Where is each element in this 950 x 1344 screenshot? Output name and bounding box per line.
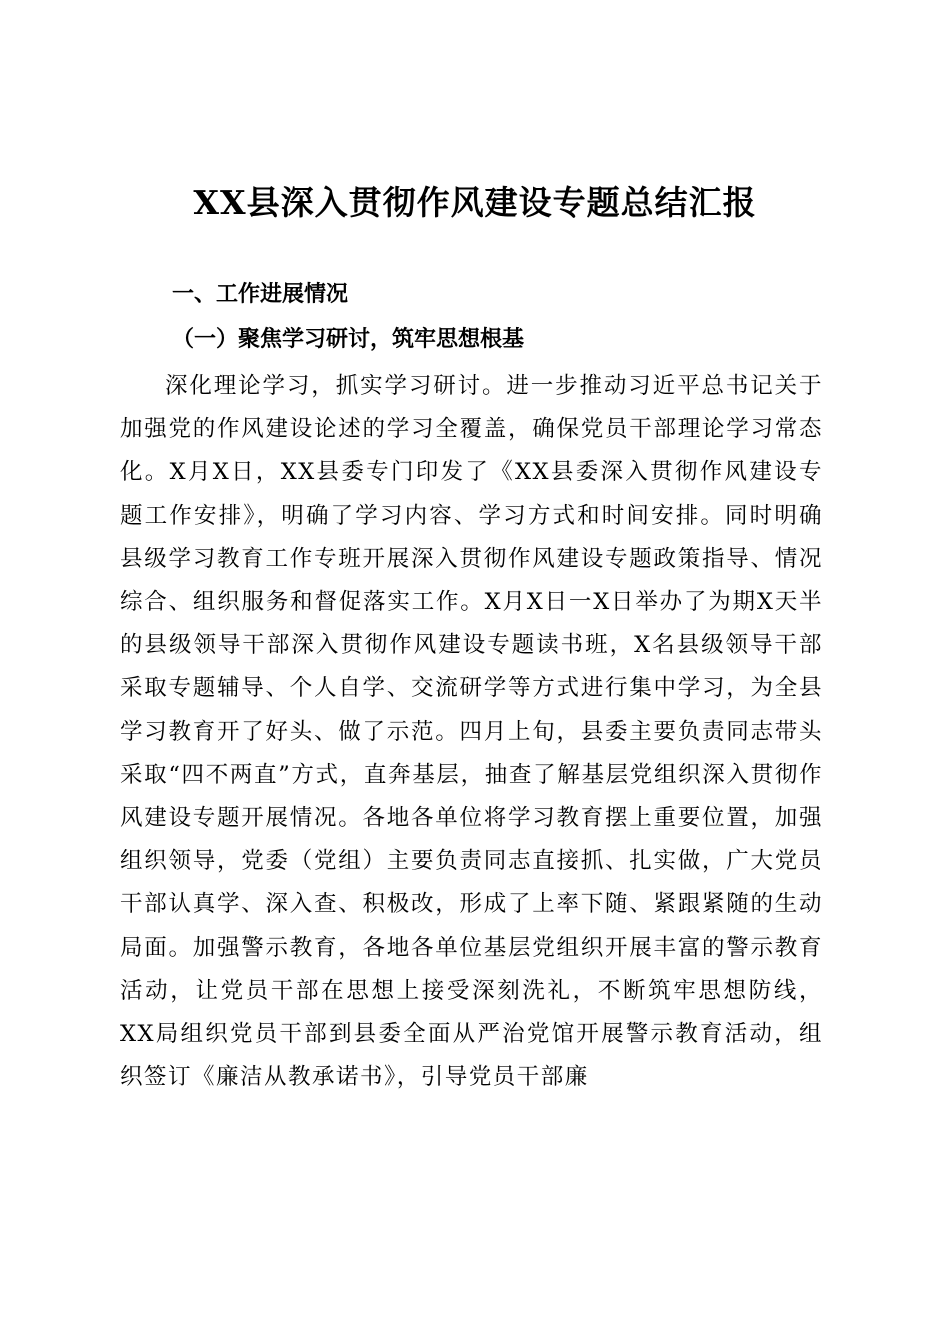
document-title: XX县深入贯彻作风建设专题总结汇报: [193, 183, 757, 222]
subsection-heading: （一）聚焦学习研讨，筑牢思想根基: [172, 326, 525, 352]
body-paragraph: 深化理论学习，抓实学习研讨。进一步推动习近平总书记关于加强党的作风建设论述的学习全覆盖，确保党员干部理论学习常态化。X月X日，XX县委专门印发了《XX县委深入贯彻作风建设专题工作安排》，明确了学习内容、学习方式和时间安排。同时明确县级学习教育工作专班开展深入贯彻作风建设专题政策指导、情况综合、组织服务和督促落实工作。X月X日一X日举办了为期X天半的县级领导干部深入贯彻作风建设专题读书班，X名县级领导干部采取专题辅导、个人自学、交流研学等方式进行集中学习，为全县学习教育开了好头、做了示范。四月上旬，县委主要负责同志带头采取“四不两直”方式，直奔基层，抽查了解基层党组织深入贯彻作风建设专题开展情况。各地各单位将学习教育摆上重要位置，加强组织领导，党委（党组）主要负责同志直接抓、扎实做，广大党员干部认真学、深入查、积极改，形成了上率下随、紧跟紧随的生动局面。加强警示教育，各地各单位基层党组织开展丰富的警示教育活动，让党员干部在思想上接受深刻洗礼，不断筑牢思想防线，XX局组织党员干部到县委全面从严治党馆开展警示教育活动，组织签订《廉洁从教承诺书》，引导党员干部廉: [120, 373, 823, 1091]
section-heading: 一、工作进展情况: [172, 282, 349, 307]
